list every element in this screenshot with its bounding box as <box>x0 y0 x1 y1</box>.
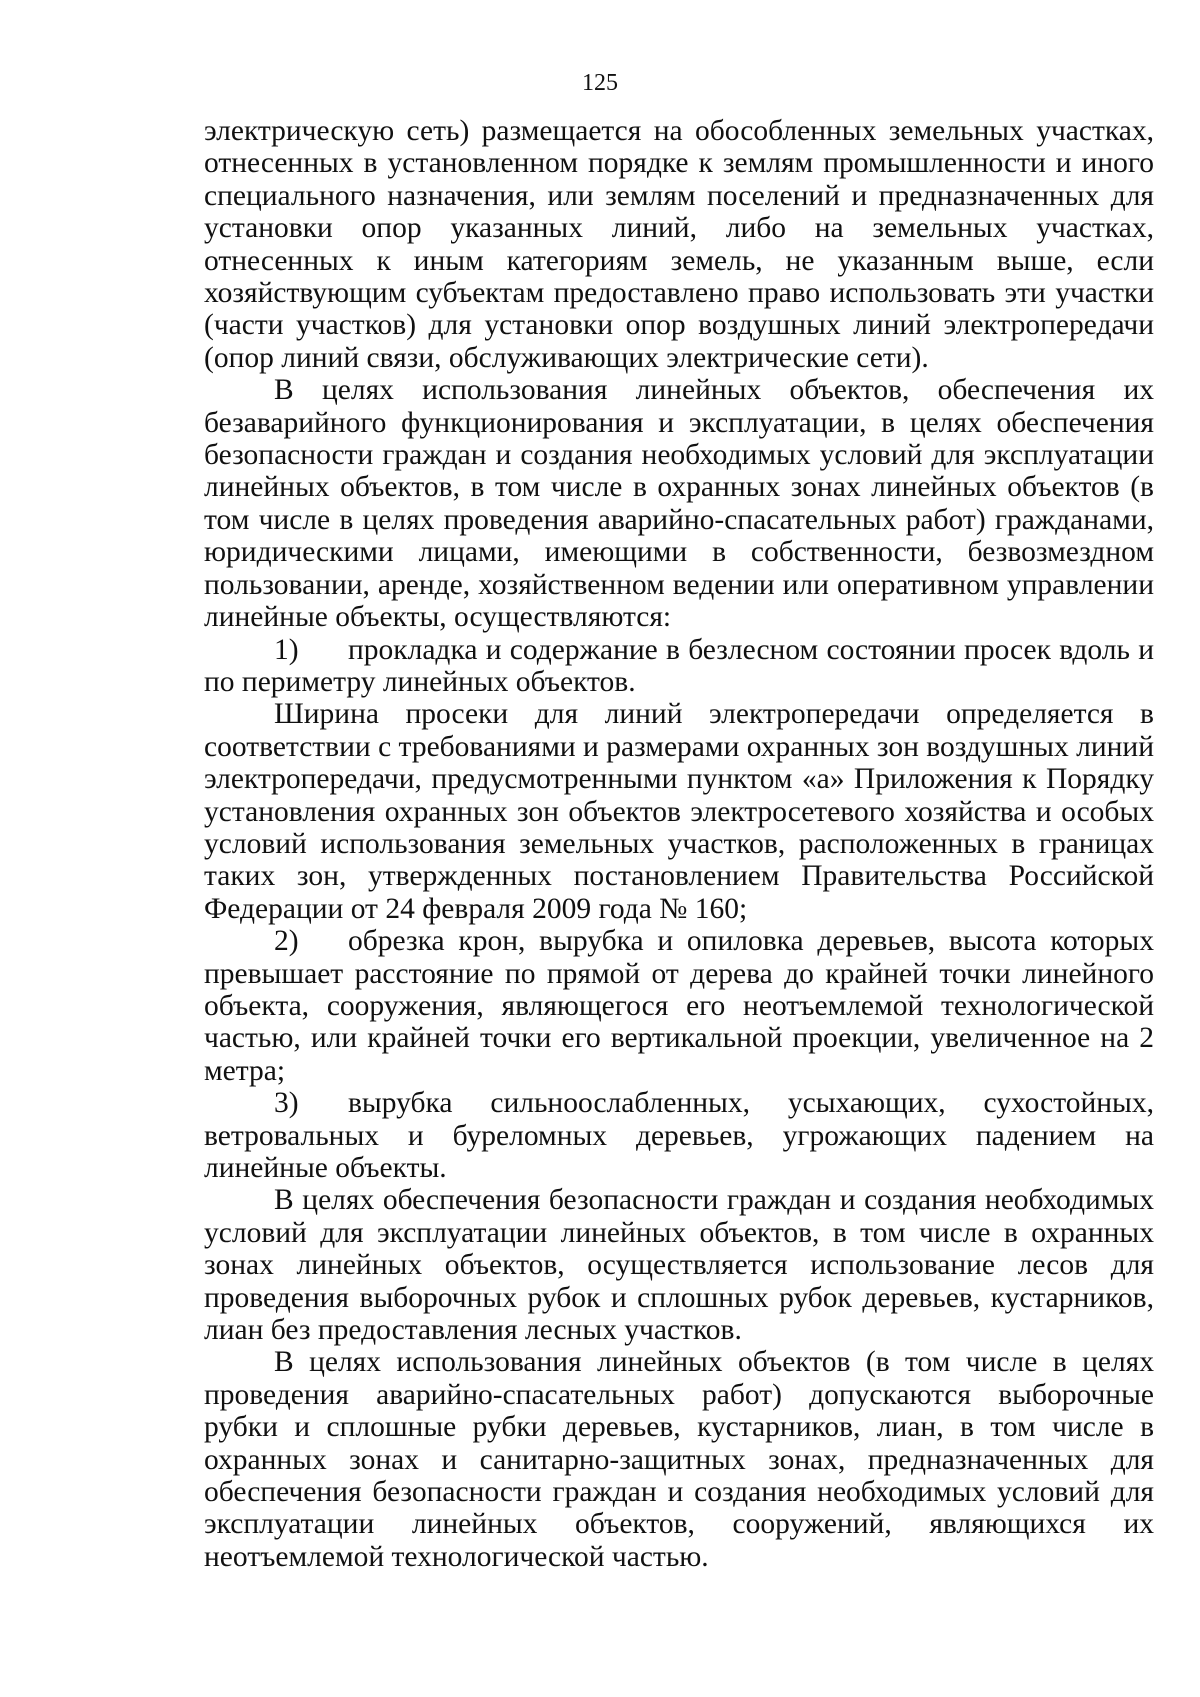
list-item-3 <box>204 1087 1154 1184</box>
paragraph-text: Ширина просеки для линий электропередачи определяется в соответствии с требованиями и размерами охранных зон воздушных линий электропередачи, предусмотренными пунктом «а» Приложения к Порядку установления охранных зон объектов электросетевого хозяйства и особых условий использования земельных участков, расположенных в границах таких зон, утвержденных постановлением Правительства Российской Федерации от 24 февраля 2009 года № 160; <box>204 698 1154 925</box>
page-number: 125 <box>582 70 618 96</box>
paragraph-text: В целях использования линейных объектов, обеспечения их безаварийного функционирования и эксплуатации, в целях обеспечения безопасности граждан и создания необходимых условий для эксплуатации линейных объектов, в том числе в охранных зонах линейных объектов (в том числе в целях проведения аварийно-спасательных работ) гражданами, юридическими лицами, имеющими в собственности, безвозмездном пользовании, аренде, хозяйственном ведении или оперативном управлении линейные объекты, осуществляются: <box>204 374 1154 634</box>
list-item-text: вырубка сильноослабленных, усыхающих, сухостойных, ветровальных и буреломных деревьев, угрожающих падением на линейные объекты. <box>204 1087 1154 1184</box>
list-item-number: 3) <box>274 1087 299 1120</box>
list-item-number: 1) <box>274 633 299 666</box>
paragraph-4 <box>204 1184 1154 1346</box>
paragraph-text: В целях обеспечения безопасности граждан и создания необходимых условий для эксплуатации линейных объектов, в том числе в охранных зонах линейных объектов, осуществляется использование лесов для проведения выборочных рубок и сплошных рубок деревьев, кустарников, лиан без предоставления лесных участков. <box>204 1184 1154 1347</box>
paragraph-text: электрическую сеть) размещается на обособленных земельных участках, отнесенных в установленном порядке к землям промышленности и иного специального назначения, или землям поселений и предназначенных для установки опор указанных линий, либо на земельных участках, отнесенных к иным категориям земель, не указанным выше, если хозяйствующим субъектам предоставлено право использовать эти участки (части участков) для установки опор воздушных линий электропередачи (опор линий связи, обслуживающих электрические сети). <box>204 115 1154 374</box>
paragraph-1 <box>204 115 1154 374</box>
paragraph-2 <box>204 374 1154 633</box>
paragraph-3 <box>204 698 1154 925</box>
paragraph-text: В целях использования линейных объектов (в том числе в целях проведения аварийно-спасательных работ) допускаются выборочные рубки и сплошные рубки деревьев, кустарников, лиан, в том числе в охранных зонах и санитарно-защитных зонах, предназначенных для обеспечения безопасности граждан и создания необходимых условий для эксплуатации линейных объектов, сооружений, являющихся их неотъемлемой технологической частью. <box>204 1346 1154 1573</box>
list-item-text: прокладка и содержание в безлесном состоянии просек вдоль и по периметру линейных объектов. <box>204 633 1154 698</box>
document-body <box>204 115 1154 1573</box>
list-item-number: 2) <box>274 925 299 958</box>
list-item-text: обрезка крон, вырубка и опиловка деревьев, высота которых превышает расстояние по прямой от дерева до крайней точки линейного объекта, сооружения, являющегося его неотъемлемой технологической частью, или крайней точки его вертикальной проекции, увеличенное на 2 метра; <box>204 925 1154 1087</box>
list-item-1 <box>204 634 1154 699</box>
list-item-2 <box>204 925 1154 1087</box>
paragraph-5 <box>204 1346 1154 1573</box>
